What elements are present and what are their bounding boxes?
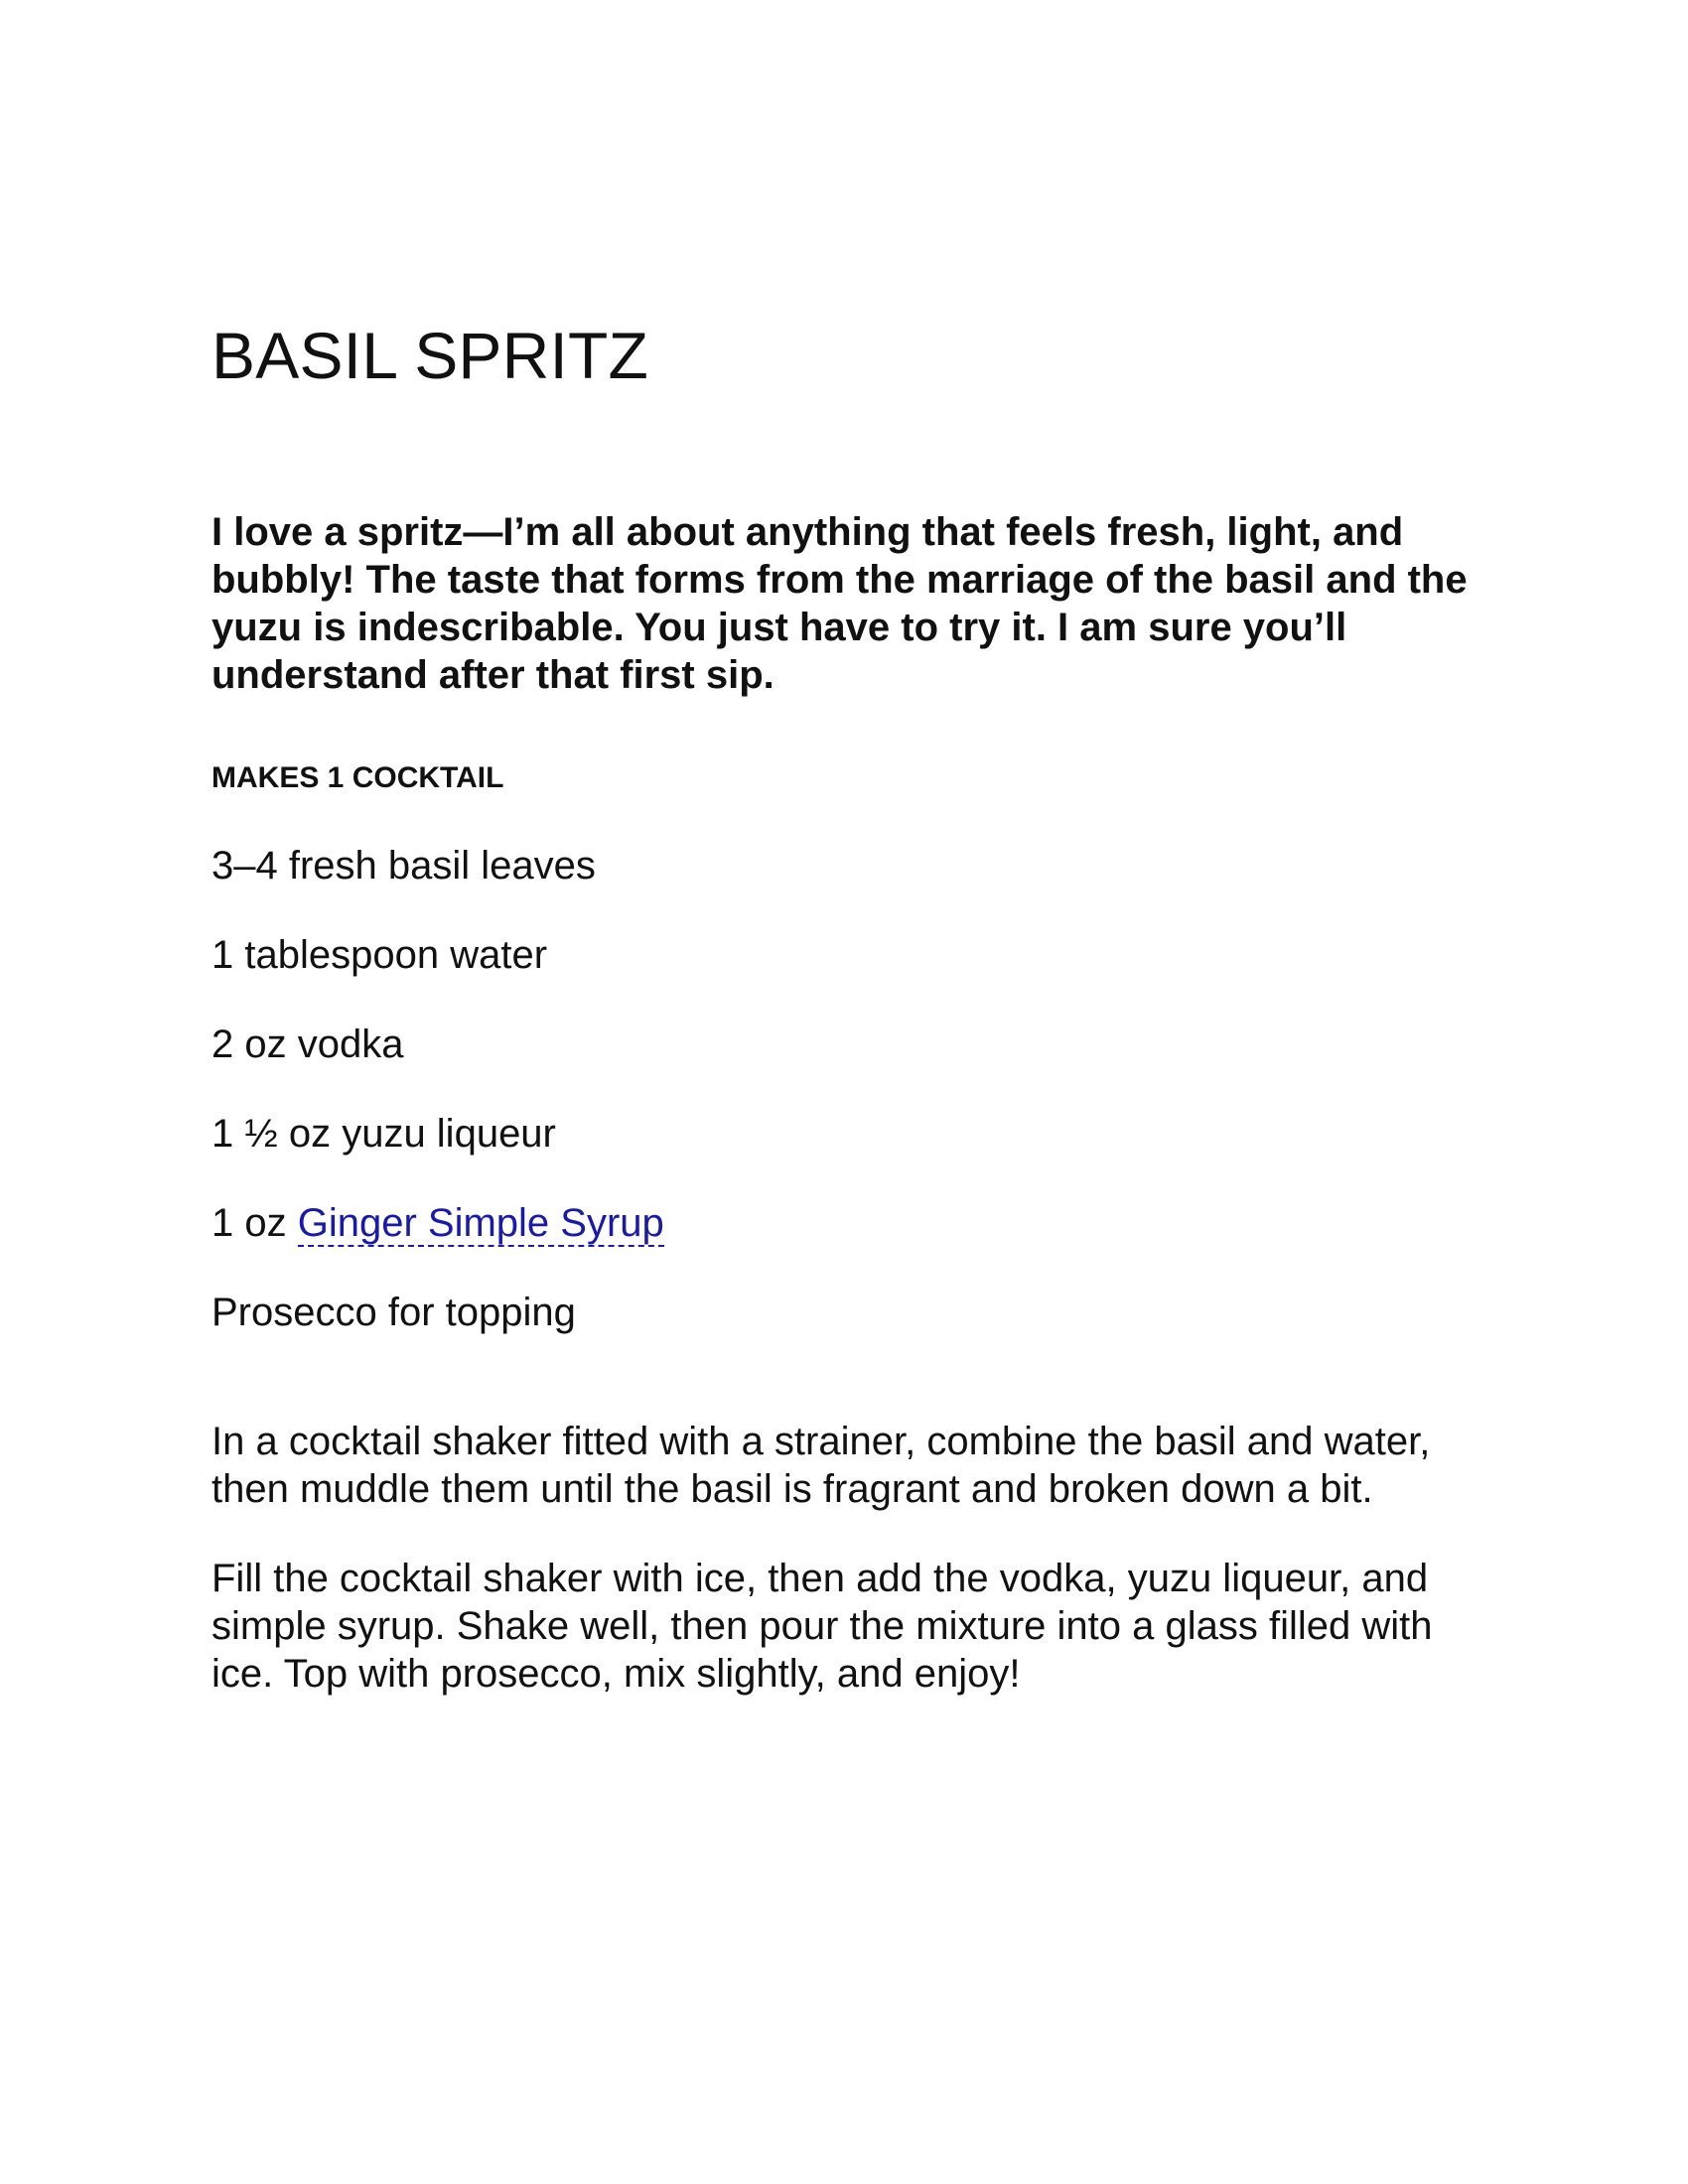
instruction-step: In a cocktail shaker fitted with a strainer, combine the basil and water, then muddle them until the basil is fragrant and broken down a bit. — [211, 1420, 1431, 1511]
ingredient-item: Prosecco for topping — [211, 1291, 576, 1334]
recipe-yield: MAKES 1 COCKTAIL — [211, 761, 504, 794]
ingredient-amount: 1 oz — [211, 1201, 298, 1245]
ingredient-list — [211, 842, 664, 1378]
ingredient-item: 1 ½ oz yuzu liqueur — [211, 1112, 556, 1156]
ingredient-item: 1 tablespoon water — [211, 933, 548, 977]
recipe-title: BASIL SPRITZ — [211, 319, 649, 392]
ingredient-item: 3–4 fresh basil leaves — [211, 844, 596, 887]
ginger-simple-syrup-link[interactable]: Ginger Simple Syrup — [297, 1201, 664, 1245]
instruction-step: Fill the cocktail shaker with ice, then add the vodka, yuzu liqueur, and simple syrup. Shake well, then pour the mixture into a glass filled with ice. Top with prosecco, mix slightly, and enjoy! — [211, 1557, 1433, 1696]
ingredient-item — [211, 1199, 664, 1247]
instructions — [211, 1418, 1492, 1739]
ingredient-item: 2 oz vodka — [211, 1023, 404, 1066]
recipe-intro: I love a spritz—I’m all about anything that feels fresh, light, and bubbly! The taste that forms from the marriage of the basil and the yuzu is indescribable. You just have to try it. I am sure you’ll understand after that first sip. — [211, 510, 1468, 697]
